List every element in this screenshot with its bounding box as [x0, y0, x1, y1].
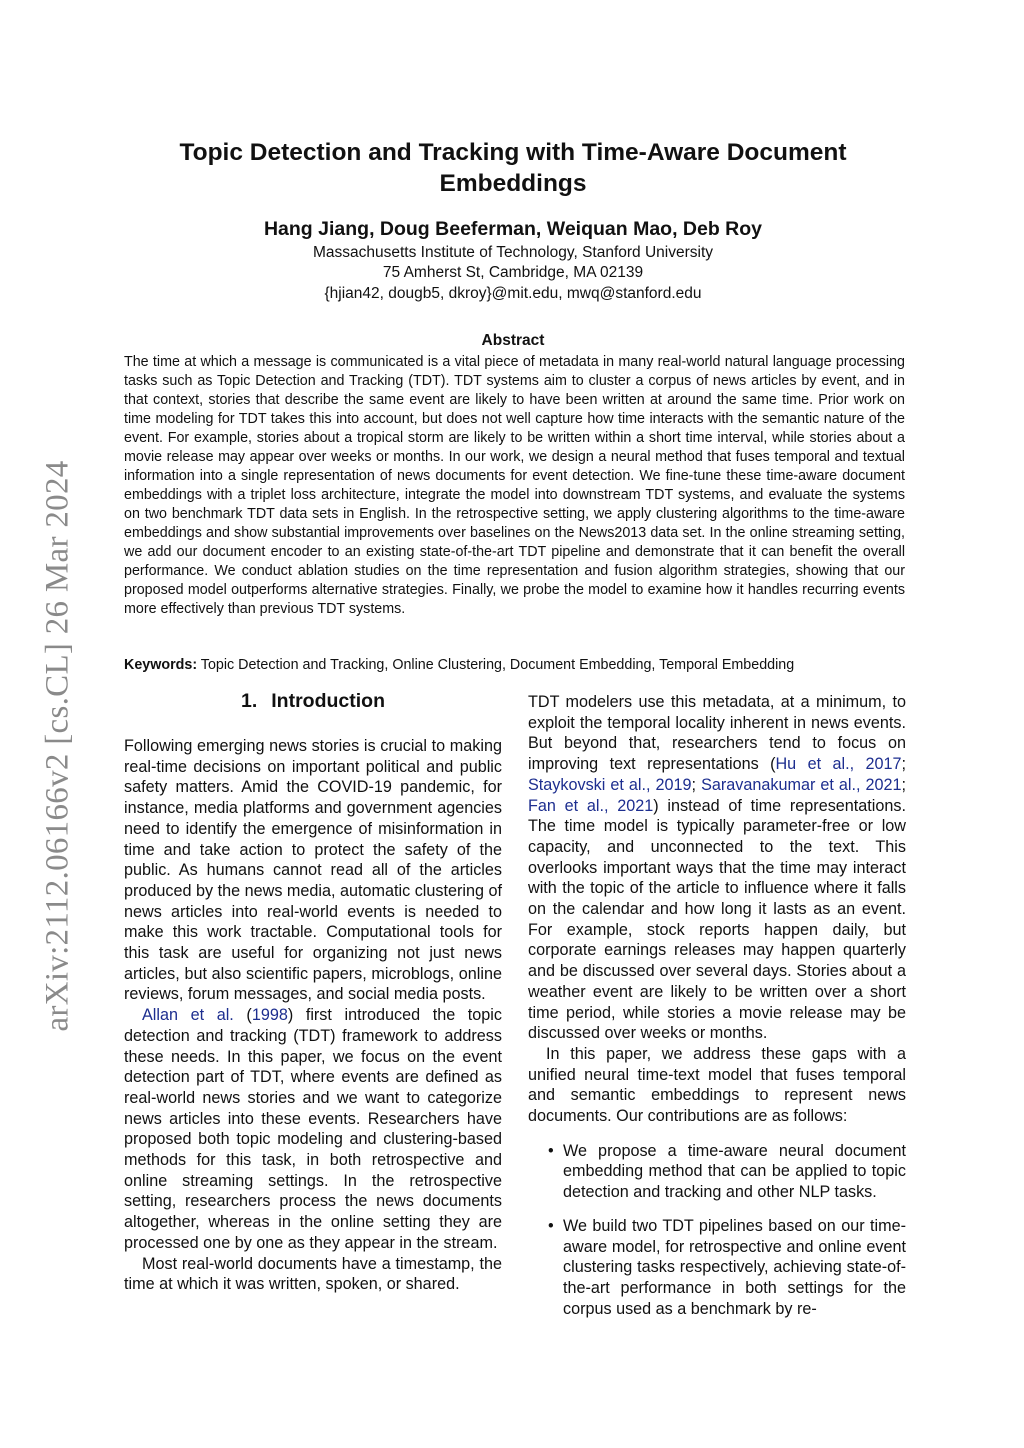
- author-emails: {hjian42, dougb5, dkroy}@mit.edu, mwq@stanford.edu: [324, 285, 702, 302]
- contribution-2: We build two TDT pipelines based on our time-aware model, for retrospective and online event clustering tasks respectively, achieving state-of-the-art performance in both settings for the corpus used as a benchmark by re-: [563, 1216, 906, 1318]
- paper-title-line-1: Topic Detection and Tracking with Time-Aware Document: [179, 139, 847, 166]
- section-title: Introduction: [271, 690, 385, 712]
- intro-paragraph-4-start: TDT modelers use this metadata, at a minimum, to exploit the temporal locality inherent in news events. But beyond that, researchers tend to focus on improving text representations (: [528, 693, 906, 774]
- intro-paragraph-4: [528, 692, 906, 1044]
- bullet-icon: •: [548, 1216, 554, 1235]
- citation-link-saravanakumar[interactable]: Saravanakumar et al., 2021: [701, 775, 902, 794]
- intro-paragraph-4-end: ) instead of time representations. The time model is typically parameter-free or low capacity, and unconnected to the text. This overlooks important ways that the time may interact with the topic of the article to influence where it falls on the calendar and how long it lasts as an event. For example, stock reports happen daily, but corporate earnings releases may happen quarterly and be discussed over several days. Stories about a weather event are likely to be written over a short time period, while stories a movie release may be discussed over weeks or months.: [528, 796, 906, 1043]
- citation-link-staykovski[interactable]: Staykovski et al., 2019: [528, 775, 692, 794]
- intro-paragraph-5: In this paper, we address these gaps with a unified neural time-text model that fuses temporal and semantic embeddings to represent news documents. Our contributions are as follows:: [528, 1044, 906, 1126]
- contribution-1: We propose a time-aware neural document embedding method that can be applied to topic detection and tracking and other NLP tasks.: [563, 1141, 906, 1202]
- paper-title-line-2: Embeddings: [439, 170, 587, 197]
- citation-separator: ;: [691, 775, 702, 794]
- citation-paren-open: (: [233, 1006, 252, 1025]
- citation-separator: ;: [901, 755, 906, 774]
- intro-paragraph-1: Following emerging news stories is crucial to making real-time decisions on important political and public safety matters. Amid the COVID-19 pandemic, for instance, media platforms and government agencies need to identify the emergence of misinformation in time and take action to protect the safety of the public. As humans cannot read all of the articles produced by the news media, automatic clustering of news articles into real-world events is needed to make this work tractable. Computational tools for this task are useful for organizing not just news articles, but also scientific papers, microblogs, online reviews, forum messages, and social media posts.: [124, 737, 502, 1004]
- postal-address: 75 Amherst St, Cambridge, MA 02139: [382, 264, 644, 281]
- contributions-list: [528, 1141, 906, 1320]
- section-heading-introduction: [124, 690, 502, 713]
- keywords-line: [124, 656, 905, 675]
- intro-paragraph-2: [124, 1005, 502, 1253]
- citation-separator: ;: [901, 775, 906, 794]
- bullet-icon: •: [548, 1141, 554, 1160]
- author-list: Hang Jiang, Doug Beeferman, Weiquan Mao, Deb Roy: [263, 218, 763, 240]
- citation-link-allan[interactable]: Allan et al.: [142, 1006, 234, 1025]
- citation-link-fan[interactable]: Fan et al., 2021: [528, 796, 654, 815]
- section-number: 1.: [241, 690, 258, 712]
- abstract-heading: Abstract: [481, 332, 545, 349]
- arxiv-identifier-stamp: arXiv:2112.06166v2 [cs.CL] 26 Mar 2024: [39, 460, 76, 1032]
- list-item: [528, 1141, 906, 1203]
- intro-paragraph-3: Most real-world documents have a timestamp, the time at which it was written, spoken, or shared.: [124, 1254, 502, 1294]
- citation-link-allan-year[interactable]: 1998: [251, 1006, 288, 1025]
- keywords-list: Topic Detection and Tracking, Online Clustering, Document Embedding, Temporal Embedding: [197, 657, 795, 673]
- affiliation: Massachusetts Institute of Technology, Stanford University: [312, 244, 714, 261]
- citation-link-hu[interactable]: Hu et al., 2017: [775, 755, 902, 774]
- paper-title: [150, 137, 876, 199]
- abstract-text: The time at which a message is communicated is a vital piece of metadata in many real-world natural language processing tasks such as Topic Detection and Tracking (TDT). TDT systems aim to cluster a corpus of news articles by event, and in that context, stories that describe the same event are likely to have been written at around the same time. Prior work on time modeling for TDT takes this into account, but does not well capture how time interacts with the semantic nature of the event. For example, stories about a tropical storm are likely to be written within a short time interval, while stories about a movie release may appear over weeks or months. In our work, we design a neural method that fuses temporal and textual information into a single representation of news documents for event detection. We fine-tune these time-aware document embeddings with a triplet loss architecture, integrate the model into downstream TDT systems, and evaluate the systems on two benchmark TDT data sets in English. In the retrospective setting, we apply clustering algorithms to the time-aware embeddings and show substantial improvements over baselines on the News2013 data set. In the online streaming setting, we add our document encoder to an existing state-of-the-art TDT pipeline and demonstrate that it can benefit the overall performance. We conduct ablation studies on the time representation and fusion algorithm strategies, showing that our proposed model outperforms alternative strategies. Finally, we probe the model to examine how it handles recurring events more effectively than previous TDT systems.: [124, 354, 905, 617]
- keywords-label: Keywords:: [124, 657, 198, 673]
- list-item: [528, 1216, 906, 1320]
- intro-paragraph-2-text: ) first introduced the topic detection and tracking (TDT) framework to address these needs. In this paper, we focus on the event detection part of TDT, where events are defined as real-world news stories and we want to categorize news articles into these events. Researchers have proposed both topic modeling and clustering-based methods for this task, in both retrospective and online streaming settings. In the retrospective setting, researchers process the news documents altogether, whereas in the online setting they are processed one by one as they appear in the stream.: [124, 1006, 503, 1252]
- right-column: [528, 692, 906, 1332]
- left-column: [124, 736, 502, 1295]
